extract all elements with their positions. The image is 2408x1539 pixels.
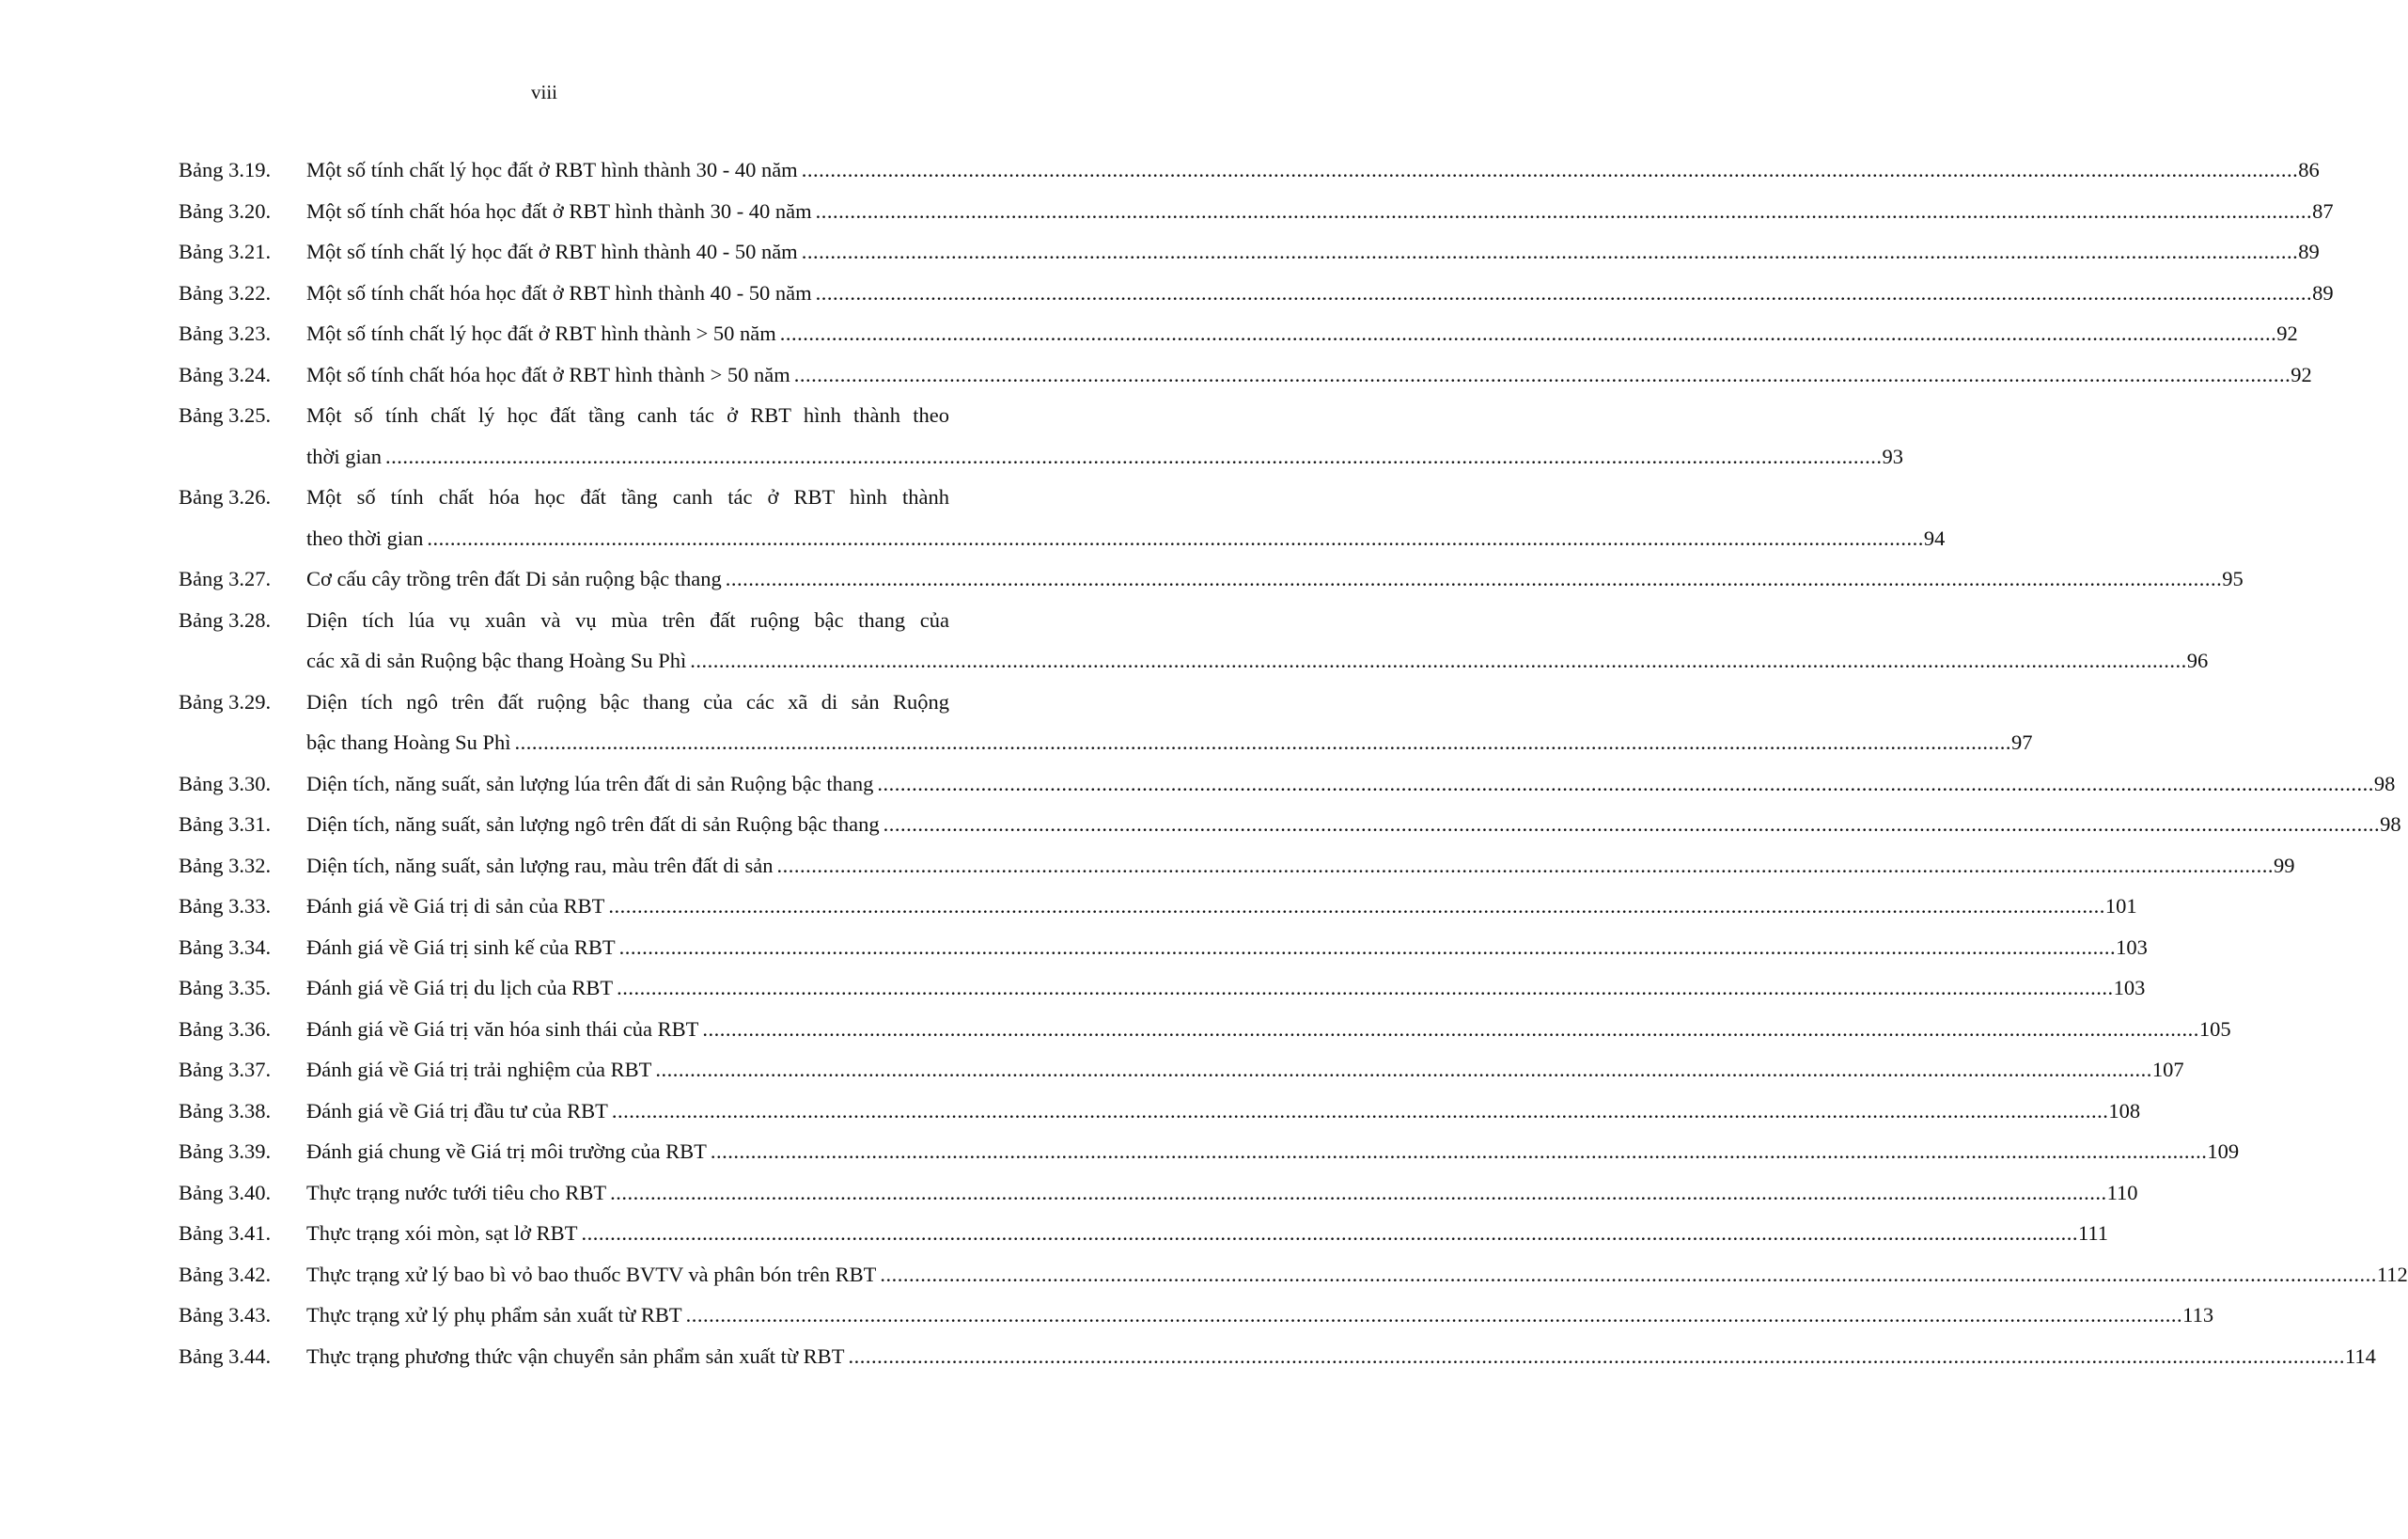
table-number: Bảng 3.29. [179,689,272,714]
entry-title: Diện tích, năng suất, sản lượng rau, màu trên đất di sản [306,853,774,877]
entry-title: Một số tính chất lý học đất ở RBT hình thành 40 - 50 năm [306,240,798,263]
entry-title: Đánh giá về Giá trị văn hóa sinh thái của RBT [306,1016,699,1041]
entry-body [306,313,2298,354]
table-number: Bảng 3.33. [179,894,272,918]
page-ref: 112 [2376,1262,2408,1286]
toc-entry [179,354,2312,396]
entry-body [306,967,2146,1009]
dot-leader [816,191,2313,232]
toc-entry [179,149,2320,191]
page-ref: 111 [2077,1221,2109,1245]
dot-leader [802,231,2299,273]
table-number: Bảng 3.25. [179,403,272,427]
entry-leader-line [306,558,2244,600]
entry-leader-line [306,436,1904,478]
entry-title: thời gian [306,444,383,468]
entry-body [306,1091,2141,1132]
entry-title-line: Diện tích lúa vụ xuân và vụ mùa trên đất ruộng bậc thang của [306,607,949,632]
page-ref: 103 [2116,934,2148,959]
dot-leader [610,1172,2107,1214]
entry-leader-line [306,1213,2109,1254]
entry-leader-line [306,273,2334,314]
page-ref: 92 [2276,322,2298,345]
entry-body [306,1172,2138,1214]
entry-body [306,149,2320,191]
entry-title: Đánh giá chung về Giá trị môi trường của RBT [306,1139,707,1163]
toc-entry [179,804,2401,845]
entry-title: Diện tích, năng suất, sản lượng lúa trên đất di sản Ruộng bậc thang [306,771,874,795]
entry-leader-line [306,1091,2141,1132]
entry-body [306,354,2312,396]
page-ref: 110 [2106,1180,2138,1204]
table-number: Bảng 3.31. [179,812,272,836]
table-number: Bảng 3.24. [179,362,272,386]
entry-title: Cơ cấu cây trồng trên đất Di sản ruộng bậc thang [306,567,722,590]
entry-leader-line [306,640,2209,682]
entry-leader-line [306,927,2148,968]
entry-title-line: Diện tích ngô trên đất ruộng bậc thang của các xã di sản Ruộng [306,689,949,714]
entry-leader-line [306,804,2401,845]
toc-entry [179,1009,2231,1050]
toc-entry [179,231,2320,273]
entry-title: Đánh giá về Giá trị trải nghiệm của RBT [306,1058,652,1081]
entry-leader-line [306,763,2396,805]
table-number: Bảng 3.44. [179,1343,272,1368]
toc-entry [179,845,2295,887]
table-number: Bảng 3.35. [179,976,272,999]
entry-title: các xã di sản Ruộng bậc thang Hoàng Su Phì [306,649,687,672]
entry-title: Thực trạng xử lý bao bì vỏ bao thuốc BVTV và phân bón trên RBT [306,1262,877,1286]
page-ref: 92 [2291,362,2312,386]
entry-body [306,191,2334,232]
toc-entry [179,1254,2408,1296]
page-ref: 99 [2273,853,2295,877]
table-number: Bảng 3.41. [179,1221,272,1245]
toc-entry [179,1131,2240,1172]
dot-leader [711,1131,2208,1172]
entry-title: Thực trạng phương thức vận chuyển sản phẩm sản xuất từ RBT [306,1343,845,1368]
dot-leader [385,436,1883,478]
entry-leader-line [306,149,2320,191]
dot-leader [514,722,2011,763]
entry-leader-line [306,231,2320,273]
entry-leader-line [306,1172,2138,1214]
dot-leader [612,1091,2109,1132]
page-ref: 109 [2207,1139,2240,1163]
table-number: Bảng 3.20. [179,198,272,223]
page-ref: 94 [1923,526,1946,550]
entry-body [306,845,2295,887]
table-number: Bảng 3.39. [179,1139,272,1163]
entry-title: Một số tính chất hóa học đất ở RBT hình thành > 50 năm [306,362,790,386]
entry-leader-line [306,1009,2231,1050]
entry-body [306,886,2137,927]
entry-title: Một số tính chất lý học đất ở RBT hình thành 30 - 40 năm [306,158,798,181]
entry-title: Diện tích, năng suất, sản lượng ngô trên đất di sản Ruộng bậc thang [306,812,880,836]
dot-leader [848,1336,2345,1377]
entry-title-line: Một số tính chất hóa học đất tầng canh tác ở RBT hình thành [306,485,949,509]
page-ref: 96 [2186,649,2209,672]
entry-leader-line [306,1336,2376,1377]
table-number: Bảng 3.36. [179,1016,272,1041]
page-ref: 105 [2198,1016,2231,1041]
table-number: Bảng 3.23. [179,322,272,345]
dot-leader [877,763,2374,805]
entry-body [306,927,2148,968]
toc-entry [179,395,1904,477]
entry-leader-line [306,967,2146,1009]
toc-entry [179,558,2244,600]
toc-entry [179,886,2137,927]
table-number: Bảng 3.19. [179,158,272,181]
entry-leader-line [306,1254,2408,1296]
page-ref: 107 [2151,1058,2184,1081]
entry-title: Thực trạng xói mòn, sạt lở RBT [306,1221,578,1245]
entry-body [306,1295,2214,1336]
toc-entry [179,273,2334,314]
entry-body [306,804,2401,845]
dot-leader [619,927,2117,968]
entry-title: Một số tính chất hóa học đất ở RBT hình thành 40 - 50 năm [306,280,812,305]
toc-entry [179,191,2334,232]
entry-leader-line [306,845,2295,887]
entry-body [306,1009,2231,1050]
table-number: Bảng 3.43. [179,1303,272,1327]
page-ref: 89 [2312,280,2334,305]
entry-leader-line [306,886,2137,927]
entry-title: Đánh giá về Giá trị di sản của RBT [306,894,605,918]
toc-entry [179,600,2209,682]
entry-leader-line [306,313,2298,354]
table-number: Bảng 3.34. [179,934,272,959]
dot-leader [726,558,2223,600]
toc-entry [179,682,2033,763]
page-ref: 113 [2182,1303,2214,1327]
toc-entry [179,1049,2184,1091]
page-ref: 89 [2298,240,2320,263]
dot-leader [427,518,1924,559]
entry-body [306,395,1904,477]
entry-body [306,558,2244,600]
entry-leader-line [306,518,1946,559]
page-ref: 98 [2373,771,2396,795]
entry-title: Một số tính chất hóa học đất ở RBT hình thành 30 - 40 năm [306,198,812,223]
table-number: Bảng 3.30. [179,771,272,795]
toc-entry [179,313,2298,354]
dot-leader [794,354,2291,396]
page-ref: 108 [2108,1098,2141,1123]
table-number: Bảng 3.26. [179,485,272,509]
entry-leader-line [306,1131,2240,1172]
page-ref: 93 [1882,444,1904,468]
entry-body [306,682,2033,763]
dot-leader [617,967,2114,1009]
toc-entry [179,1213,2109,1254]
entry-body [306,1254,2408,1296]
entry-body [306,231,2320,273]
page-ref: 103 [2113,976,2146,999]
table-number: Bảng 3.32. [179,853,272,877]
entry-body [306,1049,2184,1091]
toc-entry [179,1172,2138,1214]
toc-entry [179,477,1946,558]
toc-entry [179,1295,2214,1336]
table-number: Bảng 3.37. [179,1058,272,1081]
dot-leader [776,845,2274,887]
table-number: Bảng 3.40. [179,1180,272,1204]
page-ref: 98 [2380,812,2401,836]
page-ref: 87 [2312,198,2334,223]
entry-body [306,763,2396,805]
entry-body [306,477,1946,558]
dot-leader [883,804,2381,845]
dot-leader [880,1254,2377,1296]
page-ref: 101 [2104,894,2137,918]
entry-title-line: Một số tính chất lý học đất tầng canh tác ở RBT hình thành theo [306,403,949,427]
table-number: Bảng 3.38. [179,1098,272,1123]
entry-body [306,273,2334,314]
page-ref: 86 [2298,158,2320,181]
entry-title: Một số tính chất lý học đất ở RBT hình thành > 50 năm [306,322,776,345]
entry-leader-line [306,1049,2184,1091]
entry-title: Thực trạng nước tưới tiêu cho RBT [306,1180,607,1204]
toc-entry [179,967,2146,1009]
entry-title: Đánh giá về Giá trị du lịch của RBT [306,976,614,999]
entry-body [306,600,2209,682]
entry-title: Đánh giá về Giá trị đầu tư của RBT [306,1098,608,1123]
table-number: Bảng 3.28. [179,607,272,632]
entry-body [306,1131,2240,1172]
table-number: Bảng 3.22. [179,280,272,305]
page-ref: 95 [2222,567,2244,590]
page-number: viii [530,81,557,103]
entry-title: theo thời gian [306,526,424,550]
toc-entry [179,1091,2141,1132]
dot-leader [780,313,2277,354]
entry-title: Thực trạng xử lý phụ phẩm sản xuất từ RBT [306,1303,682,1327]
dot-leader [655,1049,2152,1091]
entry-body [306,1213,2109,1254]
table-list [179,149,2408,1376]
dot-leader [702,1009,2199,1050]
dot-leader [802,149,2299,191]
toc-entry [179,1336,2376,1377]
entry-title: Đánh giá về Giá trị sinh kế của RBT [306,934,616,959]
table-number: Bảng 3.21. [179,240,272,263]
entry-title: bậc thang Hoàng Su Phì [306,730,511,754]
dot-leader [686,1295,2183,1336]
entry-leader-line [306,1295,2214,1336]
table-number: Bảng 3.27. [179,567,272,590]
toc-entry [179,927,2148,968]
toc-entry [179,763,2396,805]
dot-leader [816,273,2313,314]
dot-leader [581,1213,2078,1254]
entry-body [306,1336,2376,1377]
dot-leader [608,886,2105,927]
entry-leader-line [306,722,2033,763]
page-ref: 114 [2344,1343,2376,1368]
page-ref: 97 [2010,730,2033,754]
dot-leader [690,640,2187,682]
entry-leader-line [306,354,2312,396]
table-number: Bảng 3.42. [179,1262,272,1286]
entry-leader-line [306,191,2334,232]
